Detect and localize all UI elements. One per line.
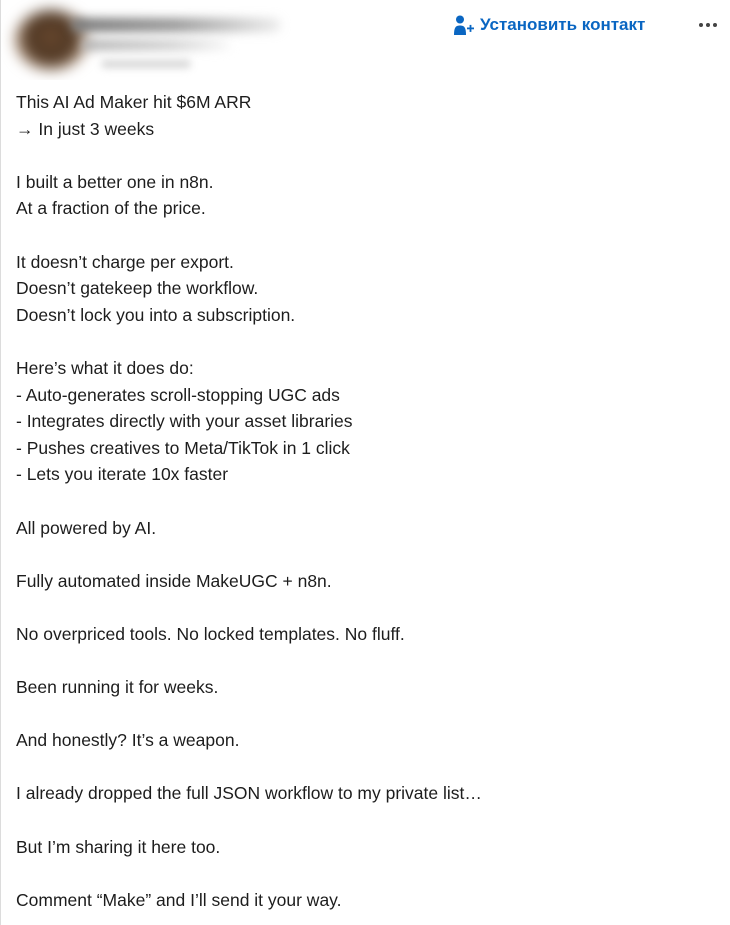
post-text-line: It doesn’t charge per export. bbox=[16, 251, 234, 272]
blank-line bbox=[16, 860, 716, 887]
author-headline-redacted bbox=[81, 40, 231, 50]
connect-label: Установить контакт bbox=[480, 15, 646, 34]
post-text-line: This AI Ad Maker hit $6M ARR bbox=[16, 92, 252, 112]
post-text-line: Here’s what it does do: bbox=[16, 357, 194, 378]
post-text-line: - Integrates directly with your asset libraries bbox=[16, 411, 353, 432]
post-text-line: I already dropped the full JSON workflow to my private list… bbox=[16, 783, 482, 804]
blank-line bbox=[16, 222, 716, 249]
post-text-line: Comment “Make” and I’ll send it your way. bbox=[16, 889, 342, 910]
more-options-button[interactable] bbox=[695, 12, 721, 38]
blank-line bbox=[16, 488, 716, 515]
blank-line bbox=[16, 541, 716, 568]
ellipsis-icon bbox=[698, 22, 718, 28]
blank-line bbox=[16, 594, 716, 621]
post-text-line: But I’m sharing it here too. bbox=[16, 836, 221, 857]
author-name-redacted bbox=[71, 18, 281, 32]
post-body bbox=[16, 89, 716, 913]
blank-line bbox=[16, 807, 716, 834]
blank-line bbox=[16, 328, 716, 355]
post-text-line: All powered by AI. bbox=[16, 517, 157, 538]
post-text-line: Doesn’t gatekeep the workflow. bbox=[16, 278, 259, 299]
post-text-line: And honestly? It’s a weapon. bbox=[16, 730, 240, 751]
post-text-line: → In just 3 weeks bbox=[16, 118, 155, 139]
post-text-line: - Lets you iterate 10x faster bbox=[16, 464, 229, 485]
post-text-line: At a fraction of the price. bbox=[16, 198, 206, 219]
author-info-blurred[interactable] bbox=[1, 0, 301, 80]
blank-line bbox=[16, 754, 716, 781]
blank-line bbox=[16, 142, 716, 169]
post-text-line: - Auto-generates scroll-stopping UGC ads bbox=[16, 384, 340, 405]
add-person-icon bbox=[454, 14, 474, 36]
connect-button[interactable] bbox=[454, 12, 645, 38]
post-text-line: Been running it for weeks. bbox=[16, 677, 219, 698]
author-meta-redacted bbox=[101, 60, 191, 68]
post-text-line: - Pushes creatives to Meta/TikTok in 1 click bbox=[16, 437, 350, 458]
post-text-line: Fully automated inside MakeUGC + n8n. bbox=[16, 570, 332, 591]
post-text-line: I built a better one in n8n. bbox=[16, 171, 214, 192]
blank-line bbox=[16, 647, 716, 674]
post-text-line: Doesn’t lock you into a subscription. bbox=[16, 304, 296, 325]
blank-line bbox=[16, 701, 716, 728]
post-text-line: No overpriced tools. No locked templates. No fluff. bbox=[16, 623, 405, 644]
post-header bbox=[1, 0, 730, 80]
